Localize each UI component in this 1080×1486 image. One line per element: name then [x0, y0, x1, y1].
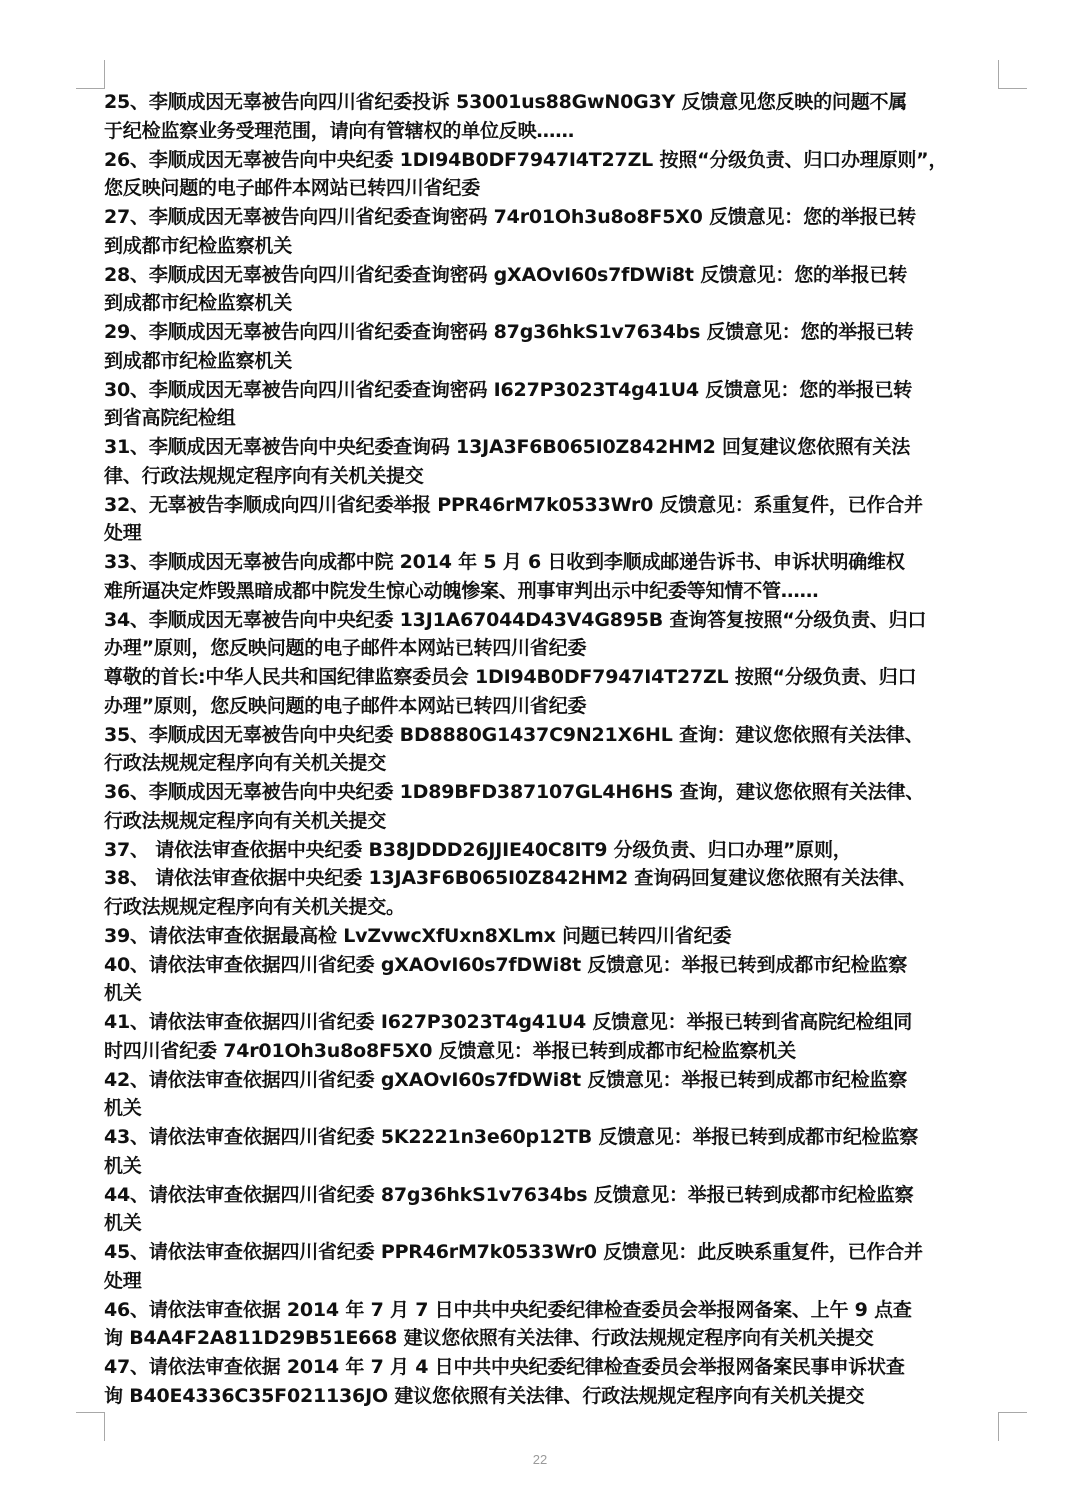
- text-line: 机关: [104, 1154, 142, 1177]
- text-line: 31、李顺成因无辜被告向中央纪委查询码 13JA3F6B065I0Z842HM2 回复建议您依照有关法: [104, 436, 911, 458]
- text-line: 36、李顺成因无辜被告向中央纪委 1D89BFD387107GL4H6HS 查询，建议您依照有关法律、: [104, 781, 925, 803]
- text-line: 于纪检监察业务受理范围，请向有管辖权的单位反映……: [104, 119, 575, 142]
- text-line: 30、李顺成因无辜被告向四川省纪委查询密码 I627P3023T4g41U4 反馈意见：您的举报已转: [104, 378, 913, 401]
- text-line: 29、李顺成因无辜被告向四川省纪委查询密码 87g36hkS1v7634bs 反馈意见：您的举报已转: [104, 321, 914, 343]
- text-line: 行政法规规定程序向有关机关提交: [104, 752, 387, 775]
- text-line: 您反映问题的电子邮件本网站已转四川省纪委: [104, 177, 481, 200]
- text-line: 25、李顺成因无辜被告向四川省纪委投诉 53001us88GwN0G3Y 反馈意见您反映的问题不属: [104, 91, 908, 113]
- crop-mark-bottom-left: [76, 1412, 105, 1441]
- text-line: 时四川省纪委 74r01Oh3u8o8F5X0 反馈意见：举报已转到成都市纪检监察机关: [104, 1039, 796, 1062]
- text-line: 26、李顺成因无辜被告向中央纪委 1DI94B0DF7947I4T27ZL 按照“分级负责、归口办理原则”，: [104, 148, 948, 171]
- text-line: 45、请依法审查依据四川省纪委 PPR46rM7k0533Wr0 反馈意见：此反映系重复件，已作合并: [104, 1241, 923, 1263]
- text-line: 尊敬的首长:中华人民共和国纪律监察委员会 1DI94B0DF7947I4T27ZL 按照“分级负责、归口: [104, 666, 917, 688]
- text-line: 办理”原则，您反映问题的电子邮件本网站已转四川省纪委: [104, 637, 587, 660]
- document-body: [104, 88, 1004, 1411]
- text-line: 机关: [104, 1212, 142, 1235]
- text-line: 32、无辜被告李顺成向四川省纪委举报 PPR46rM7k0533Wr0 反馈意见：系重复件，已作合并: [104, 493, 923, 516]
- text-line: 到省高院纪检组: [104, 407, 236, 430]
- text-line: 35、李顺成因无辜被告向中央纪委 BD8880G1437C9N21X6HL 查询：建议您依照有关法律、: [104, 723, 924, 746]
- crop-mark-top-left: [76, 60, 105, 89]
- text-line: 43、请依法审查依据四川省纪委 5K2221n3e60p12TB 反馈意见：举报已转到成都市纪检监察: [104, 1126, 919, 1148]
- text-line: 34、李顺成因无辜被告向中央纪委 13J1A67044D43V4G895B 查询答复按照“分级负责、归口: [104, 608, 927, 631]
- text-line: 37、 请依法审查依据中央纪委 B38JDDD26JJIE40C8IT9 分级负责、归口办理”原则，: [104, 838, 852, 861]
- text-line: 机关: [104, 1097, 142, 1120]
- text-line: 机关: [104, 982, 142, 1005]
- text-line: 44、请依法审查依据四川省纪委 87g36hkS1v7634bs 反馈意见：举报已转到成都市纪检监察: [104, 1183, 914, 1206]
- text-line: 39、请依法审查依据最高检 LvZvwcXfUxn8XLmx 问题已转四川省纪委: [104, 924, 732, 947]
- text-line: 办理”原则，您反映问题的电子邮件本网站已转四川省纪委: [104, 694, 587, 717]
- text-line: 询 B4A4F2A811D29B51E668 建议您依照有关法律、行政法规规定程序向有关机关提交: [104, 1327, 874, 1350]
- text-line: 47、请依法审查依据 2014 年 7 月 4 日中共中央纪委纪律检查委员会举报网备案民事申诉状查: [104, 1356, 905, 1378]
- text-line: 难所逼决定炸毁黑暗成都中院发生惊心动魄惨案、刑事审判出示中纪委等知情不管……: [104, 579, 819, 602]
- text-line: 律、行政法规规定程序向有关机关提交: [104, 464, 424, 487]
- text-line: 处理: [104, 1269, 142, 1292]
- text-line: 处理: [104, 522, 142, 545]
- text-line: 40、请依法审查依据四川省纪委 gXAOvI60s7fDWi8t 反馈意见：举报已转到成都市纪检监察: [104, 953, 908, 976]
- text-line: 行政法规规定程序向有关机关提交: [104, 809, 387, 832]
- text-line: 28、李顺成因无辜被告向四川省纪委查询密码 gXAOvI60s7fDWi8t 反馈意见：您的举报已转: [104, 263, 908, 286]
- text-line: 到成都市纪检监察机关: [104, 349, 293, 372]
- text-line: 到成都市纪检监察机关: [104, 234, 293, 257]
- text-line: 到成都市纪检监察机关: [104, 292, 293, 315]
- text-line: 27、李顺成因无辜被告向四川省纪委查询密码 74r01Oh3u8o8F5X0 反馈意见：您的举报已转: [104, 206, 916, 228]
- crop-mark-bottom-right: [998, 1412, 1027, 1441]
- text-line: 询 B40E4336C35F021136JO 建议您依照有关法律、行政法规规定程序向有关机关提交: [104, 1384, 865, 1407]
- text-line: 42、请依法审查依据四川省纪委 gXAOvI60s7fDWi8t 反馈意见：举报已转到成都市纪检监察: [104, 1068, 908, 1091]
- text-line: 33、李顺成因无辜被告向成都中院 2014 年 5 月 6 日收到李顺成邮递告诉书、申诉状明确维权: [104, 551, 905, 573]
- page-number: 22: [532, 1452, 548, 1467]
- text-line: 行政法规规定程序向有关机关提交。: [104, 896, 405, 918]
- text-line: 41、请依法审查依据四川省纪委 I627P3023T4g41U4 反馈意见：举报已转到省高院纪检组同: [104, 1011, 913, 1033]
- crop-mark-top-right: [998, 60, 1027, 89]
- text-line: 46、请依法审查依据 2014 年 7 月 7 日中共中央纪委纪律检查委员会举报网备案、上午 9 点查: [104, 1298, 912, 1321]
- text-line: 38、 请依法审查依据中央纪委 13JA3F6B065I0Z842HM2 查询码回复建议您依照有关法律、: [104, 867, 917, 890]
